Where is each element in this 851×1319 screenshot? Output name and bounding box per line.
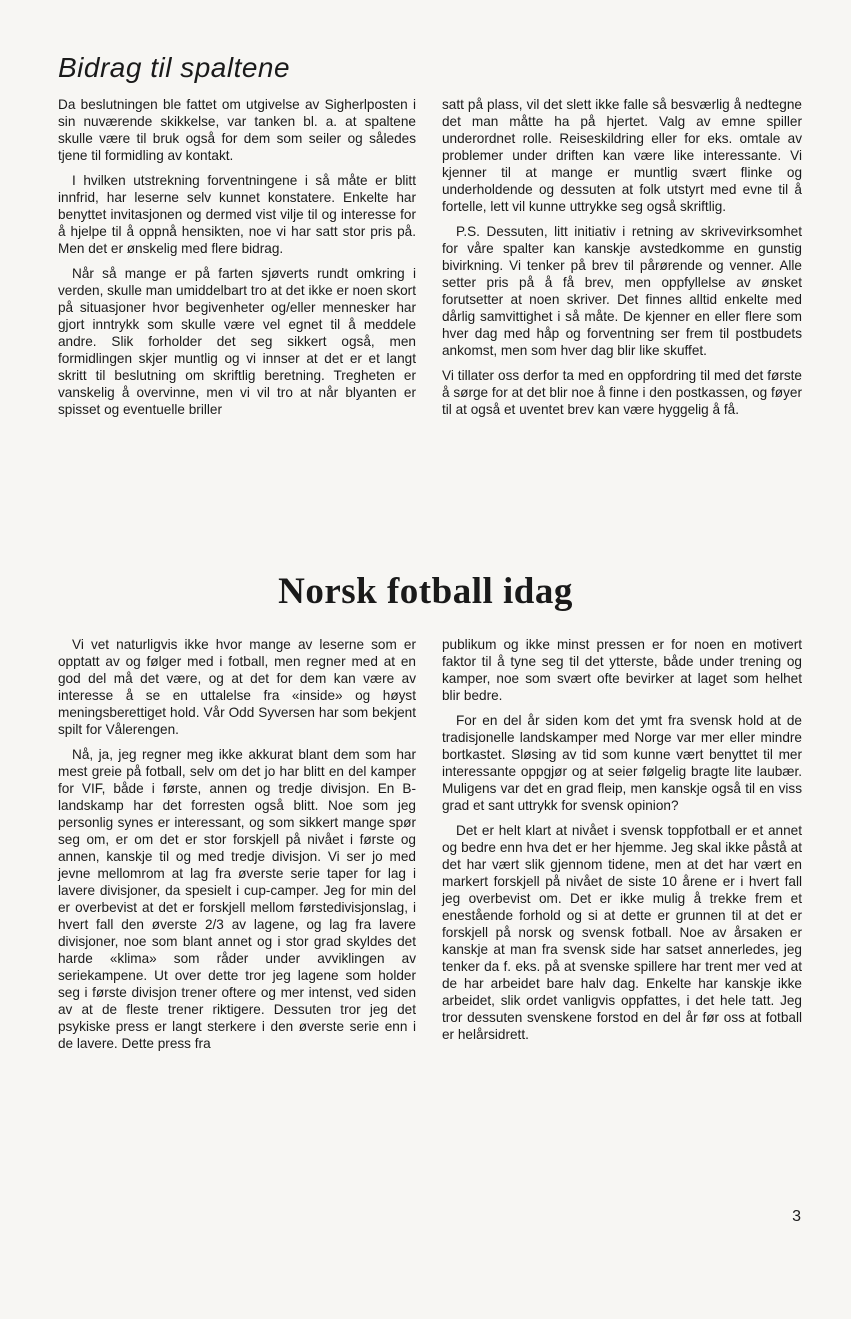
paragraph: I hvilken utstrekning forventningene i så måte er blitt innfrid, har leserne selv kunnet konstatere. Enkelte har benyttet invitasjonen og dermed vist vilje til og interesse for å hjelpe til å oppnå hensikten, noe vi har satt stor pris på. Men det er ønskelig med flere bidrag. [58, 173, 416, 256]
paragraph: Vi tillater oss derfor ta med en oppfordring til med det første å sørge for at det blir noe å finne i den postkassen, og føyer til at også et uventet brev kan være hyggelig å få. [442, 368, 802, 417]
paragraph: Nå, ja, jeg regner meg ikke akkurat blant dem som har mest greie på fotball, selv om det jo har blitt en del kamper for VIF, både i første, annen og tredje divisjon. En B-landskamp har det forresten også blitt. Noe som jeg personlig synes er interessant, og som sikkert mange spør seg om, er om det er stor forskjell på nivået i første og annen, kanskje til og med tredje divisjon. Vi ser jo med jevne mellomrom at lag fra øverste serie taper for lag i lavere divisjoner, da spesielt i cup-camper. Jeg for min del er overbevist at det er forskjell mellom førstedivisjonslag, i hvert fall den øverste 2/3 av lagene, og lag fra lavere divisjoner, noe som blant annet og i stor grad skyldes det harde «klima» som råder under avviklingen av seriekampene. Ut over dette tror jeg lagene som holder seg i første divisjon trener oftere og mer intenst, ved siden av at de fleste trener riktigere. Dessuten tror jeg det psykiske press er langt sterkere i den øverste serie enn i de lavere. Dette press fra [58, 747, 416, 1051]
article2-left-column [58, 636, 416, 1060]
paragraph: Det er helt klart at nivået i svensk toppfotball er et annet og bedre enn hva det er her hjemme. Jeg skal ikke påstå at det har vært slik gjennom tidene, men at det har vært en markert forskjell på nivået de siste 10 årene er i hvert fall jeg overbevist om. Det er ikke mulig å trekke frem et enestående forhold og si at dette er grunnen til at det er forskjell på norsk og svensk fotball. Noe av årsaken er kanskje at man fra svensk side har satset annerledes, jeg tenker da f. eks. på at svenske spillere har trent mer ved at de har arbeidet bare halv dag. Enkelte har kanskje ikke arbeidet, slik ordet vanligvis oppfattes, i det hele tatt. Jeg tror dessuten svenskene forstod en del år før oss at fotball er helårsidrett. [442, 823, 802, 1042]
paragraph: For en del år siden kom det ymt fra svensk hold at de tradisjonelle landskamper med Norge var mer eller mindre bortkastet. Sløsing av tid som kunne vært benyttet til mer interessante oppgjør og at seier følgelig bragte lite laubær. Muligens var det en grad fleip, men kanskje også til en viss grad et sant uttrykk for svensk opinion? [442, 713, 802, 813]
article1-right-column [442, 96, 802, 426]
paragraph: satt på plass, vil det slett ikke falle så besværlig å nedtegne det man måtte ha på hjertet. Valg av emne spiller underordnet rolle. Reiseskildring eller for eks. omtale av problemer under driften kan være like interessante. Vi kjenner til at mange er muntlig svært flinke og underholdende og dessuten at folk utstyrt med evne til å fortelle, lett vil kunne uttrykke seg også skriftlig. [442, 97, 802, 214]
article-title-norsk-fotball: Norsk fotball idag [278, 571, 573, 612]
article-title-bidrag: Bidrag til spaltene [58, 52, 291, 83]
paragraph: Vi vet naturligvis ikke hvor mange av leserne som er opptatt av og følger med i fotball, men regner med at en god del må det være, og at det for dem kan være av interesse å se en uttalelse fra «inside» og høyst meningsberettiget hold. Vår Odd Syversen har som bekjent spilt for Vålerengen. [58, 637, 416, 737]
paragraph: publikum og ikke minst pressen er for noen en motivert faktor til å tyne seg til det ytterste, både under trening og kamper, noe som svært ofte bevirker at laget som helhet blir bedre. [442, 637, 802, 703]
paragraph: Da beslutningen ble fattet om utgivelse av Sigherlposten i sin nuværende skikkelse, var tanken bl. a. at spaltene skulle være til bruk også for dem som seiler og således tjene til formidling av kontakt. [58, 97, 416, 163]
page-number: 3 [792, 1208, 801, 1225]
paragraph: Når så mange er på farten sjøverts rundt omkring i verden, skulle man umiddelbart tro at det ikke er noen skort på situasjoner hvor begivenheter og/eller mennesker har gjort inntrykk som skulle være vel egnet til å meddele andre. Slik forholder det seg sikkert også, men formidlingen skjer muntlig og vi innser at det er et langt skritt til beslutning om skriftlig beretning. Tregheten er vanskelig å overvinne, men vi vil tro at når blyanten er spisset og eventuelle briller [58, 266, 416, 417]
article1-left-column [58, 96, 416, 426]
article2-right-column [442, 636, 802, 1051]
paragraph: P.S. Dessuten, litt initiativ i retning av skrivevirksomhet for våre spalter kan kanskje avstedkomme en gunstig bivirkning. Vi tenker på brev til pårørende og venner. Alle setter pris på å få brev, men oppfyllelse av ønsket forutsetter at noen skriver. Det finnes alltid enkelte med dårlig samvittighet i så måte. De kjenner en eller flere som hver dag med håp og forventning ser frem til postbudets ankomst, men som hver dag blir like skuffet. [442, 224, 802, 358]
